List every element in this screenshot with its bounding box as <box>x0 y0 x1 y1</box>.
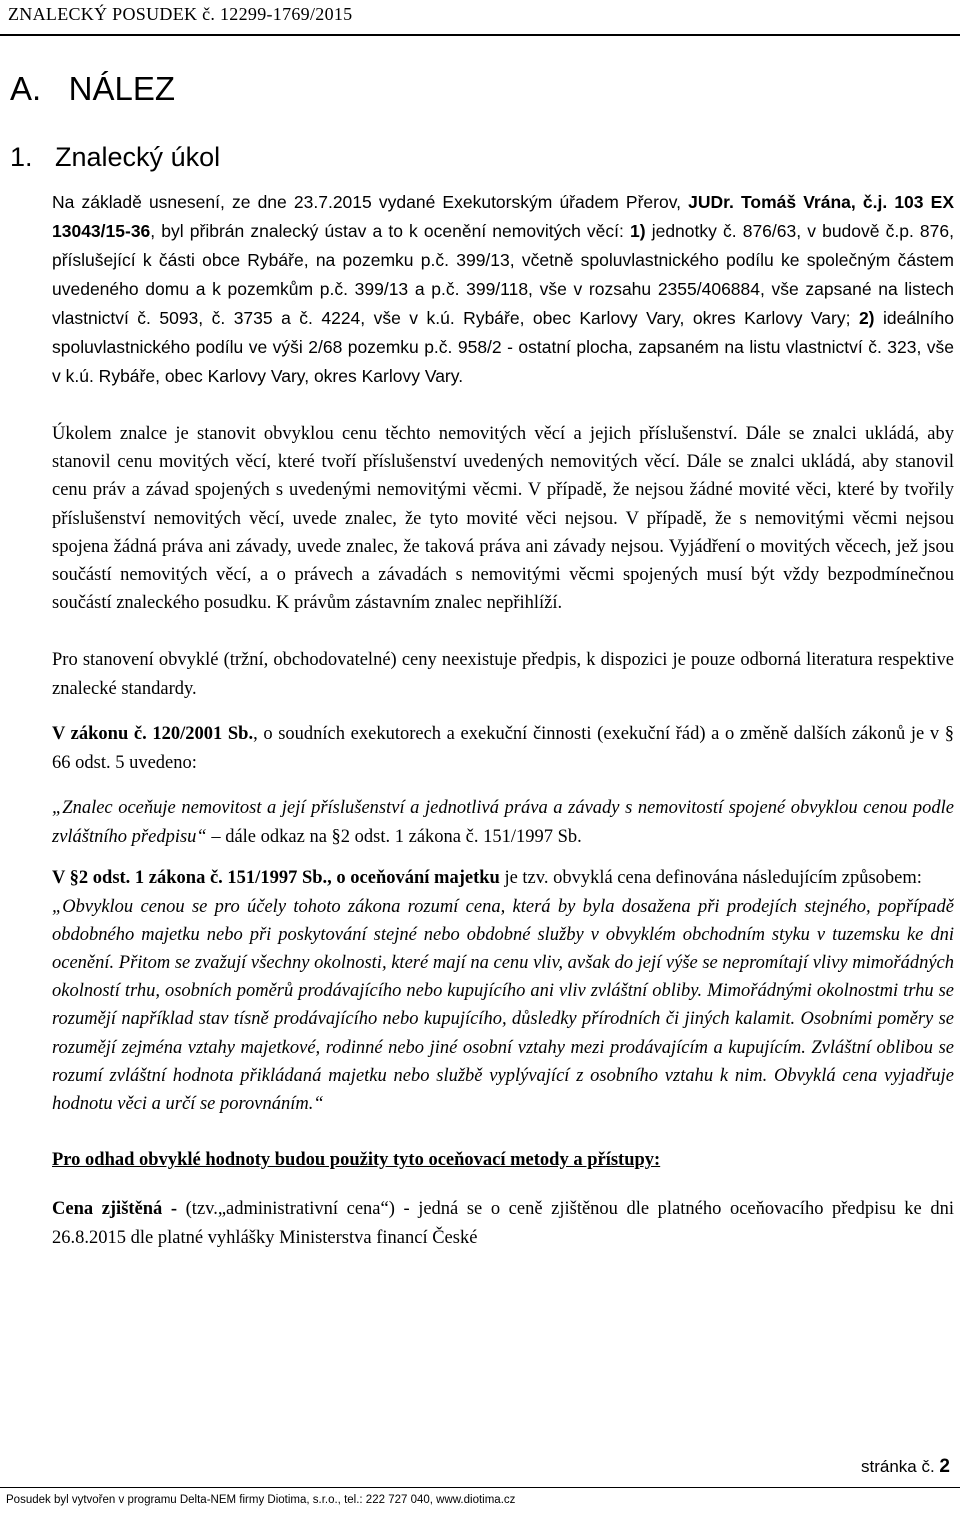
valuation-law-quote: „Obvyklou cenou se pro účely tohoto zákona rozumí cena, která by byla dosažena při prodejích stejného, popřípadě obdobného majetku nebo při poskytování stejné nebo obdobné služby v obvyklém obchodním styku v tuzemsku ke dni ocenění. Přitom se zvažují všechny okolnosti, které mají na cenu vliv, avšak do její výše se nepromítají vlivy mimořádných okolností trhu, osobních poměrů prodávajícího nebo kupujícího ani vliv zvláštní obliby. Mimořádnými okolnostmi trhu se rozumějí například stav tísně prodávajícího nebo kupujícího, důsledky přírodních či jiných kalamit. Osobními poměry se rozumějí zejména vztahy majetkové, rodinné nebo jiné osobní vztahy mezi prodávajícím a kupujícím. Zvláštní oblibou se rozumí zvláštní hodnota přikládaná majetku nebo službě vyplývající z osobního vztahu k nim. Obvyklá cena vyjadřuje hodnotu věci a určí se porovnáním.“ <box>52 896 954 1115</box>
cost-price-paragraph <box>52 1195 954 1253</box>
footer-rule <box>0 1487 960 1488</box>
methods-paragraph <box>52 1146 954 1175</box>
law-quote-reference: – dále odkaz na §2 odst. 1 zákona č. 151/1997 Sb. <box>206 827 582 848</box>
page-number-label: stránka č. <box>860 1457 935 1476</box>
page-number-value: 2 <box>939 1456 950 1477</box>
cost-price-text: (tzv.„administrativní cena“) - jedná se o ceně zjištěnou dle platného oceňovacího předpisu ke dni 26.8.2015 dle platné vyhlášky Ministerstva financí České <box>52 1199 954 1249</box>
methods-heading: Pro odhad obvyklé hodnoty budou použity tyto oceňovací metody a přístupy: <box>52 1150 661 1171</box>
task-paragraph: Úkolem znalce je stanovit obvyklou cenu těchto nemovitých věcí a jejich příslušenství. Dále se znalci ukládá, aby stanovil cenu movitých věcí, které tvoří příslušenství uvedených nemovitých věcí. Dále se znalci ukládá, aby stanovil cenu práv a závad spojených s uvedenými nemovitými věcmi. V případě, že nejsou žádné movité věci, které by tvořily příslušenství nemovitých věcí, uvede znalec, že tyto movité věci nejsou. V případě, že s nemovitými věcmi nejsou spojena žádná práva ani závady, uvede znalec, že taková práva ani závady nejsou. Vyjádření o movitých věcech, jež jsou součástí nemovitých věcí, a o právech a závadách s nemovitými věcmi spojených musí být vždy bezpodmínečnou součástí znaleckého posudku. K právům zástavním znalec nepřihlíží. <box>52 424 954 614</box>
document-body <box>52 188 954 1253</box>
assignment-item-1-text: jednotky č. 876/63, v budově č.p. 876, příslušející k části obce Rybáře, na pozemku p.č. 399/13, včetně spoluvlastnického podílu ke společným částem uvedeného domu a k pozemkům p.č. 399/13 a p.č. 399/118, vše v rozsahu 2355/406884, vše zapsané na listech vlastnictví č. 5093, č. 3735 a č. 4224, vše v k.ú. Rybáře, obec Karlovy Vary, okres Karlovy Vary; <box>52 221 954 328</box>
law-text: , o soudních exekutorech a exekuční činnosti (exekuční řád) a o změně dalších zákonů je v § 66 odst. 5 uvedeno: <box>52 724 954 774</box>
law-quote: „Znalec oceňuje nemovitost a její příslušenství a jednotlivá práva a závady s nemovitostí spojené obvyklou cenou podle zvláštního předpisu“ <box>52 798 954 848</box>
law-paragraph <box>52 720 954 778</box>
page-number <box>861 1456 950 1478</box>
valuation-law-reference: V §2 odst. 1 zákona č. 151/1997 Sb., o oceňování majetku <box>52 868 500 889</box>
assignment-item-2-marker: 2) <box>858 308 875 328</box>
assignment-paragraph <box>52 188 954 391</box>
law-reference: V zákonu č. 120/2001 Sb. <box>52 724 254 745</box>
valuation-law-paragraph <box>52 864 954 1118</box>
footer-credit: Posudek byl vytvořen v programu Delta-NEM firmy Diotima, s.r.o., tel.: 222 727 040, www.diotima.cz <box>6 1494 516 1506</box>
assignment-text-1: Na základě usnesení, ze dne 23.7.2015 vydané Exekutorským úřadem Přerov, <box>52 192 689 212</box>
standard-paragraph: Pro stanovení obvyklé (tržní, obchodovatelné) ceny neexistuje předpis, k dispozici je pouze odborná literatura respektive znalecké standardy. <box>52 650 954 700</box>
valuation-law-text: je tzv. obvyklá cena definována následujícím způsobem: <box>499 868 922 889</box>
assignment-item-2-text: ideálního spoluvlastnického podílu ve výši 2/68 pozemku p.č. 958/2 - ostatní plocha, zapsaném na listu vlastnictví č. 323, vše v k.ú. Rybáře, obec Karlovy Vary, okres Karlovy Vary. <box>52 308 954 386</box>
cost-price-label: Cena zjištěná - <box>52 1199 178 1220</box>
assignment-court-ref: JUDr. Tomáš Vrána, č.j. 103 EX 13043/15-36 <box>52 192 954 241</box>
running-header: ZNALECKÝ POSUDEK č. 12299-1769/2015 <box>8 4 353 24</box>
header-rule <box>0 34 960 36</box>
subsection-heading: 1. Znalecký úkol <box>10 142 221 172</box>
assignment-text-2: , byl přibrán znalecký ústav a to k ocenění nemovitých věcí: <box>150 221 631 241</box>
section-heading: A. NÁLEZ <box>10 70 176 107</box>
assignment-item-1-marker: 1) <box>630 221 646 241</box>
law-quote-paragraph <box>52 794 954 852</box>
